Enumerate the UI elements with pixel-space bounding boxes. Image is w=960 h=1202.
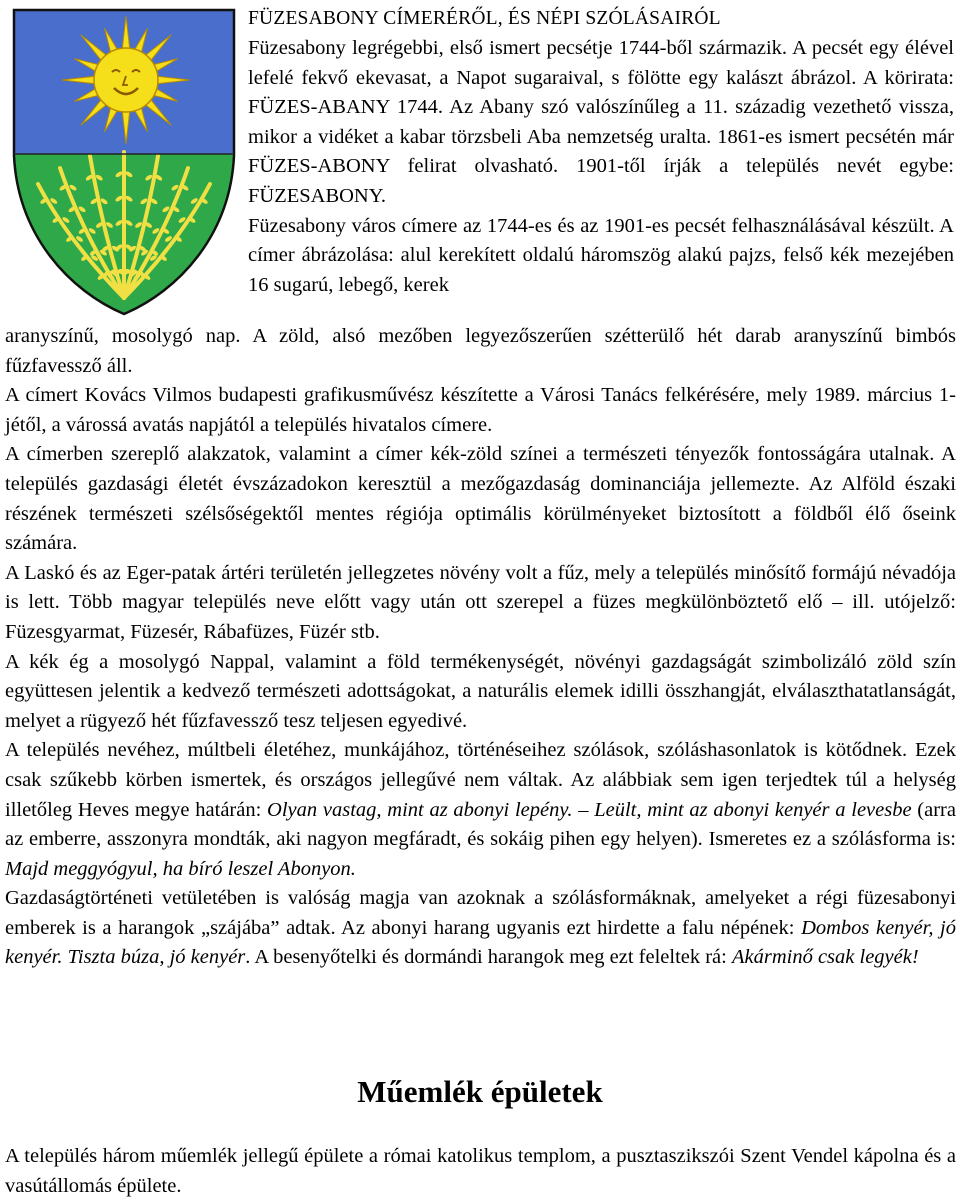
paragraph: A Laskó és az Eger-patak ártéri területén jellegzetes növény volt a fűz, mely a település minősítő formájú névadója is lett. Több magyar település neve előtt vagy után ott szerepel a füzes megkülönböztető elő – ill. utójelző: Füzesgyarmat, Füzesér, Rábafüzes, Füzér stb. xyxy=(5,561,956,643)
paragraph: Füzesabony legrégebbi, első ismert pecsétje 1744-ből származik. A pecsét egy élével lefelé fekvő ekevasat, a Napot sugaraival, s fölötte egy kalászt ábrázol. A körirata: FÜZES-ABANY 1744. Az Abany szó valószínűleg a 11. századig vezethető vissza, mikor a vidéket a kabar törzsbeli Aba nemzetség uralta. 1861-es ismert pecsétén már FÜZES-ABONY felirat olvasható. 1901-től írják a település nevét egybe: FÜZESABONY. xyxy=(248,37,954,207)
paragraph: A település három műemlék jellegű épülete a római katolikus templom, a pusztaszikszói Szent Vendel kápolna és a vasútállomás épülete. xyxy=(5,1145,956,1197)
paragraph: Gazdaságtörténeti vetületében is valóság magja van azoknak a szólásformáknak, amelyeket a régi füzesabonyi emberek is a harangok „szájába” adtak. Az abonyi harang ugyanis ezt hirdette a falu népének: Dombos kenyér, jó kenyér. Tiszta búza, jó kenyér. A besenyőtelki és dormándi harangok meg ezt feleltek rá: Akárminő csak legyék! xyxy=(5,887,956,969)
paragraph: Füzesabony város címere az 1744-es és az 1901-es pecsét felhasználásával készült. A címer ábrázolása: alul kerekített oldalú háromszög alakú pajzs, felső kék mezejében 16 sugarú, lebegő, kerek xyxy=(248,214,954,296)
coat-of-arms-icon xyxy=(8,6,240,318)
saying: Dombos kenyér, jó kenyér. Tiszta búza, jó kenyér xyxy=(5,916,956,969)
paragraph: A címerben szereplő alakzatok, valamint a címer kék-zöld színei a természeti tényezők fontosságára utalnak. A település gazdasági életét évszázadokon keresztül a mezőgazdaság dominanciája jellemezte. Az Alföld északi részének természeti szélsőségektől mentes régiója optimális körülményeket biztosított a földből élő őseink számára. xyxy=(5,443,956,555)
paragraph: aranyszínű, mosolygó nap. A zöld, alsó mezőben legyezőszerűen szétterülő hét darab aranyszínű bimbós fűzfavessző áll. xyxy=(5,325,956,377)
section-heading: Műemlék épületek xyxy=(357,1074,603,1109)
saying: Majd meggyógyul, ha bíró leszel Abonyon. xyxy=(5,857,356,880)
saying: Akárminő csak legyék! xyxy=(731,946,919,969)
sun-icon xyxy=(62,16,190,144)
saying: Olyan vastag, mint az abonyi lepény. xyxy=(267,798,573,821)
main-text xyxy=(5,322,956,973)
intro-text xyxy=(248,34,954,300)
paragraph: A település nevéhez, múltbeli életéhez, munkájához, történéseihez szólások, szóláshasonlatok is kötődnek. Ezek csak szűkebb körben ismertek, és országos jellegűvé nem váltak. Az alábbiak sem igen terjedtek túl a helység illetőleg Heves megye határán: Olyan vastag, mint az abonyi lepény. – Leült, mint az abonyi kenyér a levesbe (arra az emberre, asszonyra mondták, aki nagyon megfáradt, és sokáig pihen egy helyen). Ismeretes ez a szólásforma is: Majd meggyógyul, ha bíró leszel Abonyon. xyxy=(5,739,956,880)
paragraph: A kék ég a mosolygó Nappal, valamint a föld termékenységét, növényi gazdagságát szimbolizáló zöld szín együttesen jelentik a kedvező természeti adottságokat, a naturális elemek idilli összhangját, elválaszthatatlanságát, melyet a rügyező hét fűzfavessző tesz teljesen egyedivé. xyxy=(5,650,956,732)
saying: Leült, mint az abonyi kenyér a levesbe xyxy=(594,798,912,821)
willow-rods-icon xyxy=(38,152,210,298)
page-title: FÜZESABONY CÍMERÉRŐL, ÉS NÉPI SZÓLÁSAIRÓL xyxy=(248,8,721,29)
paragraph: A címert Kovács Vilmos budapesti grafikusművész készítette a Városi Tanács felkérésére, mely 1989. március 1-jétől, a várossá avatás napjától a település hivatalos címere. xyxy=(5,384,956,436)
section-text xyxy=(5,1142,956,1201)
